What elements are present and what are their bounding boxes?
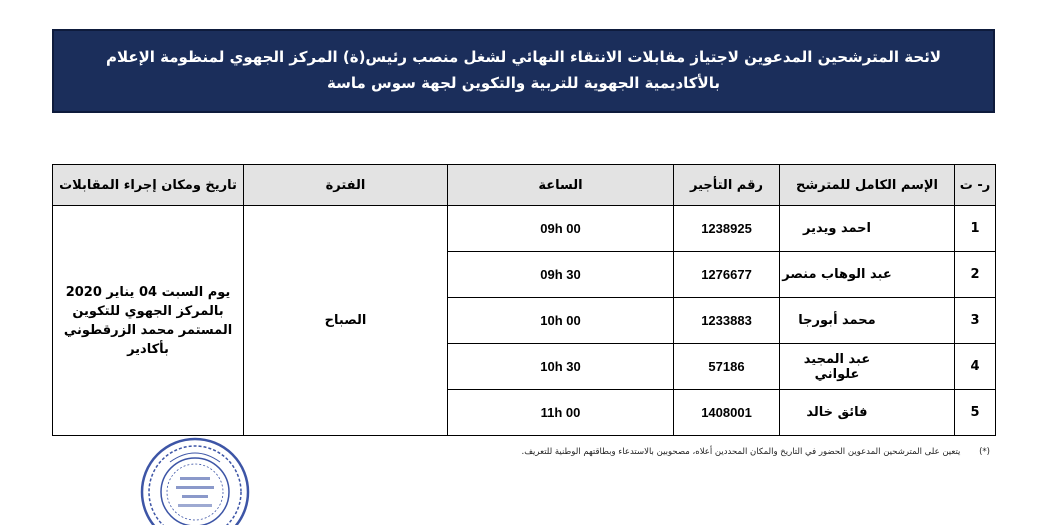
interview-time: 11h 00: [448, 390, 674, 436]
title-banner: [52, 29, 995, 113]
header-date-place: تاريخ ومكان إجراء المقابلات: [53, 165, 244, 206]
payroll-number: 1408001: [674, 390, 780, 436]
interview-date-place: يوم السبت 04 يناير 2020 بالمركز الجهوي للتكوين المستمر محمد الزرقطوني بأكادير: [53, 206, 244, 436]
interview-time: 09h 00: [448, 206, 674, 252]
header-number: ر- ت: [955, 165, 996, 206]
official-stamp: [140, 432, 250, 525]
payroll-number: 1238925: [674, 206, 780, 252]
table-header-row: [53, 165, 996, 206]
interview-time: 10h 00: [448, 298, 674, 344]
header-payroll-number: رقم التأجير: [674, 165, 780, 206]
candidate-name: عبد المجيد علواني: [780, 344, 955, 390]
row-number: 3: [955, 298, 996, 344]
payroll-number: 57186: [674, 344, 780, 390]
header-period: الفترة: [244, 165, 448, 206]
row-number: 1: [955, 206, 996, 252]
footnote: [522, 447, 990, 457]
row-number: 2: [955, 252, 996, 298]
row-number: 4: [955, 344, 996, 390]
footnote-text: يتعين على المترشحين المدعوين الحضور في التاريخ والمكان المحددين أعلاه، مصحوبين بالاستدعاء وبطاقتهم الوطنية للتعريف.: [521, 447, 961, 457]
header-time: الساعة: [448, 165, 674, 206]
payroll-number: 1276677: [674, 252, 780, 298]
stamp-seal-icon: [140, 432, 250, 525]
candidate-name: محمد أبورجا: [780, 298, 955, 344]
title-line-2: بالأكاديمية الجهوية للتربية والتكوين لجهة سوس ماسة: [327, 74, 720, 92]
header-full-name: الإسم الكامل للمترشح: [780, 165, 955, 206]
candidate-name: احمد ويدير: [780, 206, 955, 252]
row-number: 5: [955, 390, 996, 436]
interview-time: 10h 30: [448, 344, 674, 390]
title-line-1: لائحة المترشحين المدعوين لاجتياز مقابلات الانتقاء النهائي لشغل منصب رئيس(ة) المركز الجهوي لمنظومة الإعلام: [105, 48, 942, 66]
payroll-number: 1233883: [674, 298, 780, 344]
interview-time: 09h 30: [448, 252, 674, 298]
candidates-table: [52, 164, 996, 436]
table-row: [53, 206, 996, 252]
candidate-name: عبد الوهاب منصر: [780, 252, 955, 298]
interview-period: الصباح: [244, 206, 448, 436]
candidate-name: فائق خالد: [780, 390, 955, 436]
footnote-mark: (*): [979, 447, 990, 457]
